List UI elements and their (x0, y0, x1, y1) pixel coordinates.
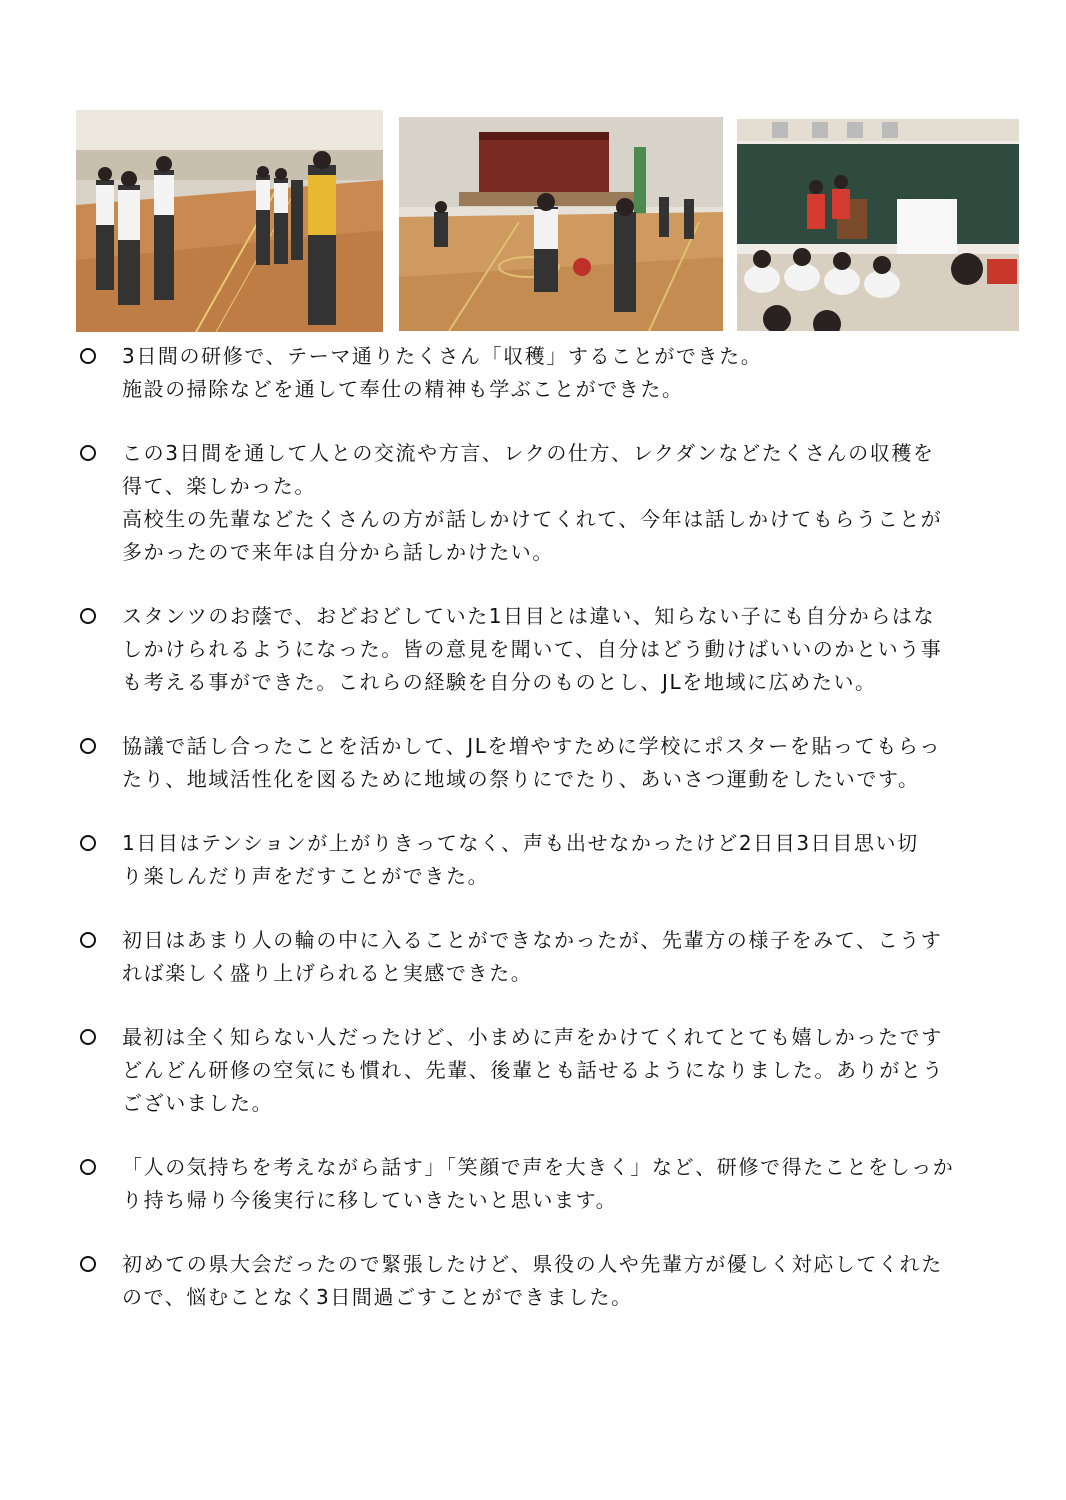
photo-ball-game (399, 117, 723, 331)
comment-line: 施設の掃除などを通して奉仕の精神も学ぶことができた。 (122, 377, 684, 401)
comment-line: り持ち帰り今後実行に移していきたいと思います。 (122, 1188, 618, 1212)
comment-line: しかけられるようになった。皆の意見を聞いて、自分はどう動けばいいのかという事 (122, 637, 943, 661)
comment-line: 1日目はテンションが上がりきってなく、声も出せなかったけど2日目3日目思い切 (122, 831, 919, 855)
photo-gym-activity (76, 110, 383, 332)
comment-line: たり、地域活性化を図るために地域の祭りにでたり、あいさつ運動をしたいです。 (122, 767, 920, 791)
circle-bullet-icon (80, 1159, 96, 1175)
comment-line: 高校生の先輩などたくさんの方が話しかけてくれて、今年は話しかけてもらうことが (122, 507, 943, 531)
comment-line: ございました。 (122, 1091, 274, 1115)
comment-line: 最初は全く知らない人だったけど、小まめに声をかけてくれてとても嬉しかったです (122, 1025, 943, 1049)
list-item (78, 730, 988, 796)
comment-line: 得て、楽しかった。 (122, 474, 316, 498)
comment-line: スタンツのお蔭で、おどおどしていた1日目とは違い、知らない子にも自分からはな (122, 604, 936, 628)
circle-bullet-icon (80, 445, 96, 461)
list-item (78, 1248, 988, 1314)
circle-bullet-icon (80, 1029, 96, 1045)
comment-line: ので、悩むことなく3日間過ごすことができました。 (122, 1285, 633, 1309)
comment-line: 「人の気持ちを考えながら話す」「笑顔で声を大きく」など、研修で得たことをしっか (122, 1155, 955, 1179)
list-item (78, 924, 988, 990)
circle-bullet-icon (80, 608, 96, 624)
circle-bullet-icon (80, 1256, 96, 1272)
comment-line: どんどん研修の空気にも慣れ、先輩、後輩とも話せるようになりました。ありがとう (122, 1058, 944, 1082)
comment-line: れば楽しく盛り上げられると実感できた。 (122, 961, 533, 985)
circle-bullet-icon (80, 932, 96, 948)
photo-discussion (737, 119, 1019, 331)
comment-line: 初日はあまり人の輪の中に入ることができなかったが、先輩方の様子をみて、こうす (122, 928, 943, 952)
list-item (78, 437, 988, 569)
comment-line: 協議で話し合ったことを活かして、JLを増やすために学校にポスターを貼ってもらっ (122, 734, 942, 758)
comment-line: この3日間を通して人との交流や方言、レクの仕方、レクダンなどたくさんの収穫を (122, 441, 935, 465)
comment-line: 多かったので来年は自分から話しかけたい。 (122, 540, 554, 564)
comment-line: 初めての県大会だったので緊張したけど、県役の人や先輩方が優しく対応してくれた (122, 1252, 943, 1276)
list-item (78, 600, 988, 699)
list-item (78, 827, 988, 893)
comment-list (78, 340, 988, 1345)
list-item (78, 1151, 988, 1217)
comment-line: も考える事ができた。これらの経験を自分のものとし、JLを地域に広めたい。 (122, 670, 877, 694)
comment-line: 3日間の研修で、テーマ通りたくさん「収穫」することができた。 (122, 344, 763, 368)
comment-line: り楽しんだり声をだすことができた。 (122, 864, 490, 888)
circle-bullet-icon (80, 738, 96, 754)
circle-bullet-icon (80, 348, 96, 364)
list-item (78, 340, 988, 406)
circle-bullet-icon (80, 835, 96, 851)
list-item (78, 1021, 988, 1120)
